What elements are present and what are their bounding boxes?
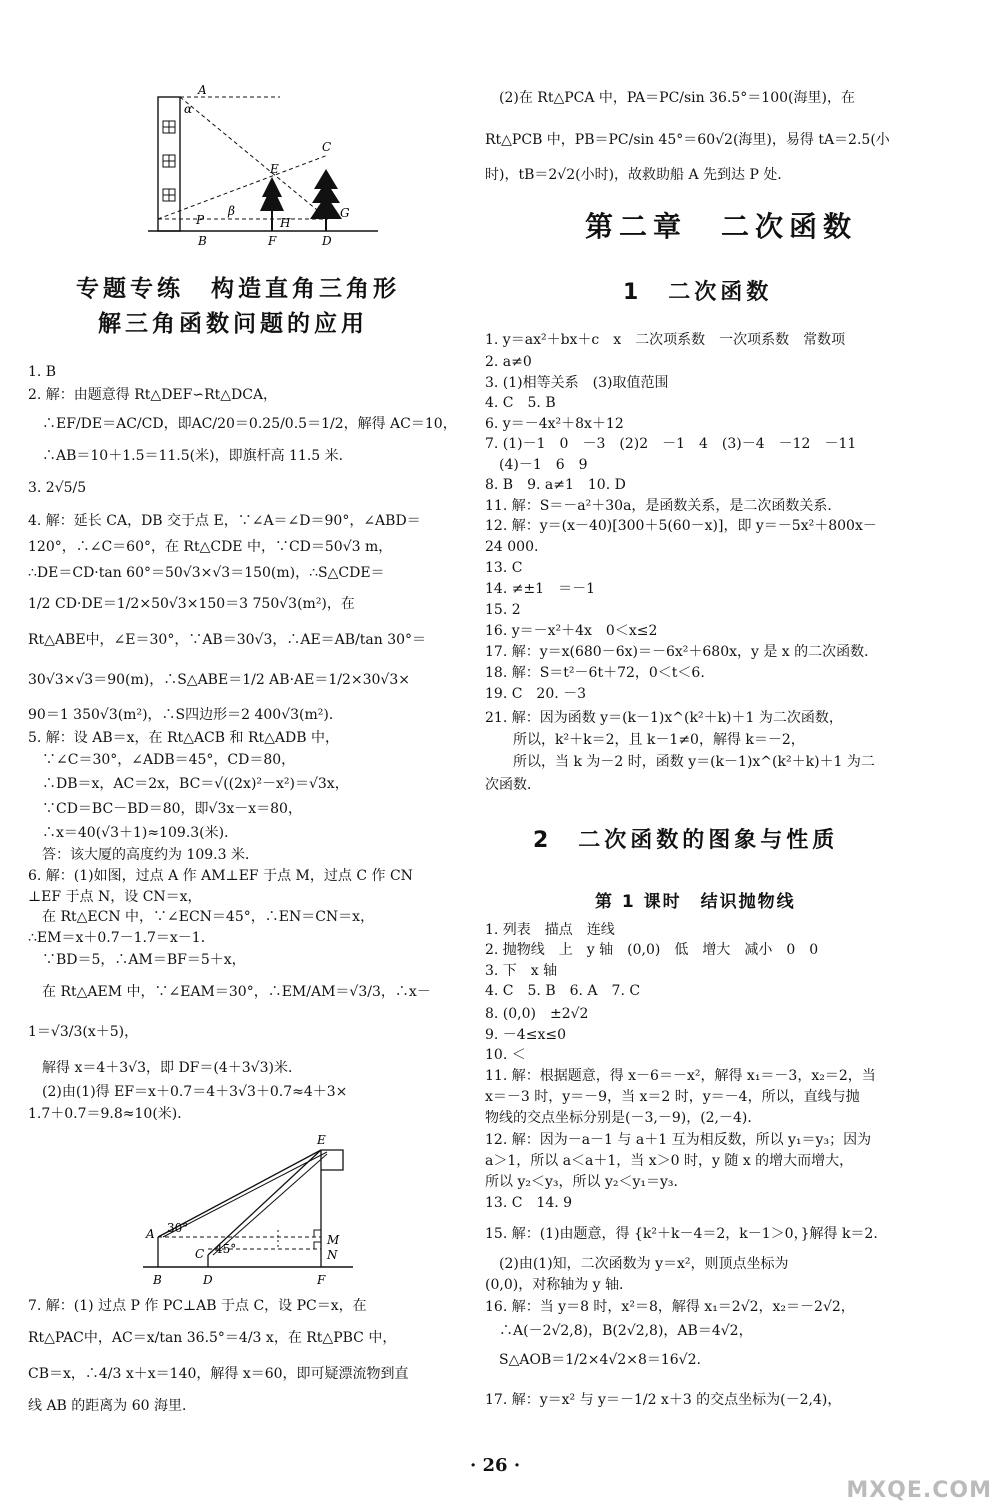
right-line: (2)由(1)知，二次函数为 y＝x²，则顶点坐标为: [485, 1256, 789, 1272]
right-line: 1. 列表 描点 连线: [485, 922, 615, 938]
fig1-label-G: G: [340, 206, 350, 220]
left-line: ∵BD＝5，∴AM＝BF＝5＋x，: [28, 952, 246, 968]
left-line: 3. 2√5/5: [28, 480, 87, 496]
left-line: 1＝√3/3(x＋5)，: [28, 1024, 139, 1040]
right-line: (0,0)，对称轴为 y 轴．: [485, 1277, 633, 1293]
section-title-2: 2 二次函数的图象与性质: [533, 828, 839, 853]
right-line: 3. 下 x 轴: [485, 963, 558, 979]
left-line: 在 Rt△AEM 中，∵∠EAM＝30°，∴EM/AM＝√3/3，∴x－: [28, 984, 431, 1000]
fig1-label-C: C: [322, 140, 332, 154]
left-line: 1/2 CD·DE＝1/2×50√3×150＝3 750√3(m²)，在: [28, 596, 355, 612]
left-line: 30√3×√3＝90(m)，∴S△ABE＝1/2 AB·AE＝1/2×30√3×: [28, 672, 410, 688]
left-line: 5. 解：设 AB＝x，在 Rt△ACB 和 Rt△ADB 中，: [28, 730, 339, 746]
right-line: 17. 解：y＝x² 与 y＝－1/2 x＋3 的交点坐标为(－2,4)，: [485, 1392, 842, 1408]
left-line: 1. B: [28, 364, 57, 380]
left-line: 在 Rt△ECN 中，∵∠ECN＝45°，∴EN＝CN＝x，: [28, 909, 375, 925]
right-line: 18. 解：S＝t²－6t＋72，0＜t＜6.: [485, 665, 705, 681]
right-line: 4. C 5. B 6. A 7. C: [485, 983, 641, 999]
left-line: ∴EM＝x＋0.7－1.7＝x－1．: [28, 930, 215, 946]
chapter-title: 第二章 二次函数: [585, 210, 858, 243]
right-line: Rt△PCB 中，PB＝PC/sin 45°＝60√2(海里)，易得 tA＝2.5(小: [485, 132, 890, 148]
right-line: 8. (0,0) ±2√2: [485, 1006, 589, 1022]
right-line: 21. 解：因为函数 y＝(k－1)x^(k²＋k)＋1 为二次函数，: [485, 710, 843, 726]
left-line: ⊥EF 于点 N，设 CN＝x，: [28, 889, 202, 905]
left-line: 2. 解：由题意得 Rt△DEF∽Rt△DCA，: [28, 387, 278, 403]
fig1-label-F: F: [268, 234, 277, 248]
left-line: Rt△ABE中，∠E＝30°，∵AB＝30√3，∴AE＝AB/tan 30°＝: [28, 632, 427, 648]
left-line: CB＝x，∴4/3 x＋x＝140，解得 x＝60，即可疑漂流物到直: [28, 1366, 409, 1382]
fig1-label-H: H: [280, 216, 291, 230]
right-line: 13. C: [485, 560, 523, 576]
fig1-label-beta: β: [228, 204, 235, 218]
left-line: 解得 x＝4＋3√3，即 DF＝(4＋3√3)米．: [28, 1060, 302, 1076]
right-line: 8. B 9. a≠1 10. D: [485, 477, 626, 493]
right-line: 13. C 14. 9: [485, 1195, 573, 1211]
right-line: 4. C 5. B: [485, 395, 556, 411]
fig2-label-C: C: [195, 1247, 205, 1261]
section-title-1: 1 二次函数: [623, 280, 773, 305]
fig2-label-M: M: [327, 1233, 340, 1247]
right-line: x＝－3 时，y＝－9，当 x＝2 时，y＝－4，所以，直线与抛: [485, 1089, 860, 1105]
right-line: 2. 抛物线 上 y 轴 (0,0) 低 增大 减小 0 0: [485, 942, 819, 958]
right-line: 所以，当 k 为－2 时，函数 y＝(k－1)x^(k²＋k)＋1 为二: [485, 754, 875, 770]
right-line: 7. (1)－1 0 －3 (2)2 －1 4 (3)－4 －12 －11: [485, 436, 857, 452]
watermark: MXQE.COM: [846, 1478, 992, 1503]
right-line: 9. －4≤x≤0: [485, 1027, 566, 1043]
right-line: 24 000.: [485, 539, 539, 555]
right-line: ∴A(－2√2,8)，B(2√2,8)，AB＝4√2，: [485, 1323, 753, 1339]
right-line: 6. y＝－4x²＋8x＋12: [485, 416, 624, 432]
right-line: 所以，k²＋k＝2，且 k－1≠0，解得 k＝－2，: [485, 732, 805, 748]
right-line: S△AOB＝1/2×4√2×8＝16√2.: [485, 1352, 701, 1368]
right-line: 11. 解：S＝－a²＋30a，是函数关系，是二次函数关系．: [485, 498, 842, 514]
fig2-label-E: E: [317, 1133, 326, 1147]
right-line: 17. 解：y＝x(680－6x)＝－6x²＋680x，y 是 x 的二次函数．: [485, 644, 879, 660]
left-heading-1: 专题专练 构造直角三角形: [76, 276, 400, 302]
right-line: a＞1，所以 a＜a＋1，当 x＞0 时，y 随 x 的增大而增大，: [485, 1153, 854, 1169]
right-line: 10. ＜: [485, 1047, 526, 1063]
left-line: 1.7＋0.7＝9.8≈10(米)．: [28, 1106, 192, 1122]
fig2-label-D: D: [203, 1273, 213, 1287]
left-line: ∴DE＝CD·tan 60°＝50√3×√3＝150(m)，∴S△CDE＝: [28, 565, 385, 581]
fig2-label-30deg: 30°: [167, 1221, 189, 1235]
right-line: 14. ≠±1 ＝－1: [485, 581, 595, 597]
right-line: 16. y＝－x²＋4x 0＜x≤2: [485, 623, 658, 639]
fig2-label-45deg: 45°: [215, 1242, 237, 1256]
right-line: 16. 解：当 y＝8 时，x²＝8，解得 x₁＝2√2，x₂＝－2√2，: [485, 1299, 855, 1315]
left-line: ∴DB＝x，AC＝2x，BC＝√((2x)²－x²)＝√3x，: [28, 776, 349, 792]
left-line: ∵CD＝BC－BD＝80，即√3x－x＝80，: [28, 801, 302, 817]
figure-flagpole: [143, 1130, 373, 1290]
right-line: 2. a≠0: [485, 354, 532, 370]
left-line: ∴AB＝10＋1.5＝11.5(米)，即旗杆高 11.5 米．: [28, 448, 353, 464]
right-line: 15. 2: [485, 602, 521, 618]
fig2-label-B: B: [153, 1273, 162, 1287]
left-line: 7. 解：(1) 过点 P 作 PC⊥AB 于点 C，设 PC＝x，在: [28, 1298, 367, 1314]
right-line: (4)－1 6 9: [485, 457, 588, 473]
right-line: 12. 解：因为－a－1 与 a＋1 互为相反数，所以 y₁＝y₃；因为: [485, 1132, 872, 1148]
fig2-label-F: F: [317, 1273, 326, 1287]
left-line: 答：该大厦的高度约为 109.3 米．: [28, 847, 259, 863]
left-line: 120°，∴∠C＝60°，在 Rt△CDE 中，∵CD＝50√3 m，: [28, 539, 393, 555]
right-line: 11. 解：根据题意，得 x－6＝－x²，解得 x₁＝－3，x₂＝2，当: [485, 1068, 876, 1084]
right-line: 1. y＝ax²＋bx＋c x 二次项系数 一次项系数 常数项: [485, 332, 846, 348]
right-line: 12. 解：y＝(x－40)[300＋5(60－x)]，即 y＝－5x²＋800x－: [485, 518, 877, 534]
right-line: 次函数．: [485, 777, 541, 793]
fig1-label-B: B: [198, 234, 207, 248]
left-line: 90＝1 350√3(m²)，∴S四边形＝2 400√3(m²)．: [28, 707, 343, 723]
fig2-label-N: N: [327, 1248, 338, 1262]
page-number: · 26 ·: [470, 1455, 521, 1476]
right-line: 15. 解：(1)由题意，得 {k²＋k－4＝2，k－1＞0，}解得 k＝2.: [485, 1226, 878, 1242]
figure-tower-trees: [148, 85, 388, 250]
fig1-label-A: A: [198, 85, 207, 97]
left-line: ∵∠C＝30°，∠ADB＝45°，CD＝80，: [28, 752, 296, 768]
right-line: (2)在 Rt△PCA 中，PA＝PC/sin 36.5°＝100(海里)，在: [485, 90, 855, 106]
fig1-label-E: E: [270, 162, 279, 176]
right-line: 所以 y₂＜y₃，所以 y₂＜y₁＝y₃．: [485, 1174, 688, 1190]
right-line: 3. (1)相等关系 (3)取值范围: [485, 375, 669, 391]
left-line: 线 AB 的距离为 60 海里．: [28, 1398, 197, 1414]
left-line: Rt△PAC中，AC＝x/tan 36.5°＝4/3 x，在 Rt△PBC 中，: [28, 1330, 397, 1346]
left-line: (2)由(1)得 EF＝x＋0.7＝4＋3√3＋0.7≈4＋3×: [28, 1084, 348, 1100]
left-line: ∴EF/DE＝AC/CD，即AC/20＝0.25/0.5＝1/2，解得 AC＝10，: [28, 416, 457, 432]
right-line: 物线的交点坐标分别是(－3,－9)，(2,－4)．: [485, 1110, 762, 1126]
left-line: ∴x＝40(√3＋1)≈109.3(米)．: [28, 825, 239, 841]
left-line: 6. 解：(1)如图，过点 A 作 AM⊥EF 于点 M，过点 C 作 CN: [28, 868, 413, 884]
right-line: 时)，tB＝2√2(小时)，故救助船 A 先到达 P 处．: [485, 167, 792, 183]
left-line: 4. 解：延长 CA，DB 交于点 E，∵∠A＝∠D＝90°，∠ABD＝: [28, 513, 421, 529]
left-heading-2: 解三角函数问题的应用: [98, 311, 368, 337]
lesson-title: 第 1 课时 结识抛物线: [595, 892, 796, 912]
fig1-label-P: P: [196, 213, 205, 227]
fig1-label-D: D: [322, 234, 332, 248]
fig2-label-A: A: [146, 1227, 155, 1241]
right-line: 19. C 20. －3: [485, 686, 587, 702]
fig1-label-alpha: α: [184, 102, 193, 116]
